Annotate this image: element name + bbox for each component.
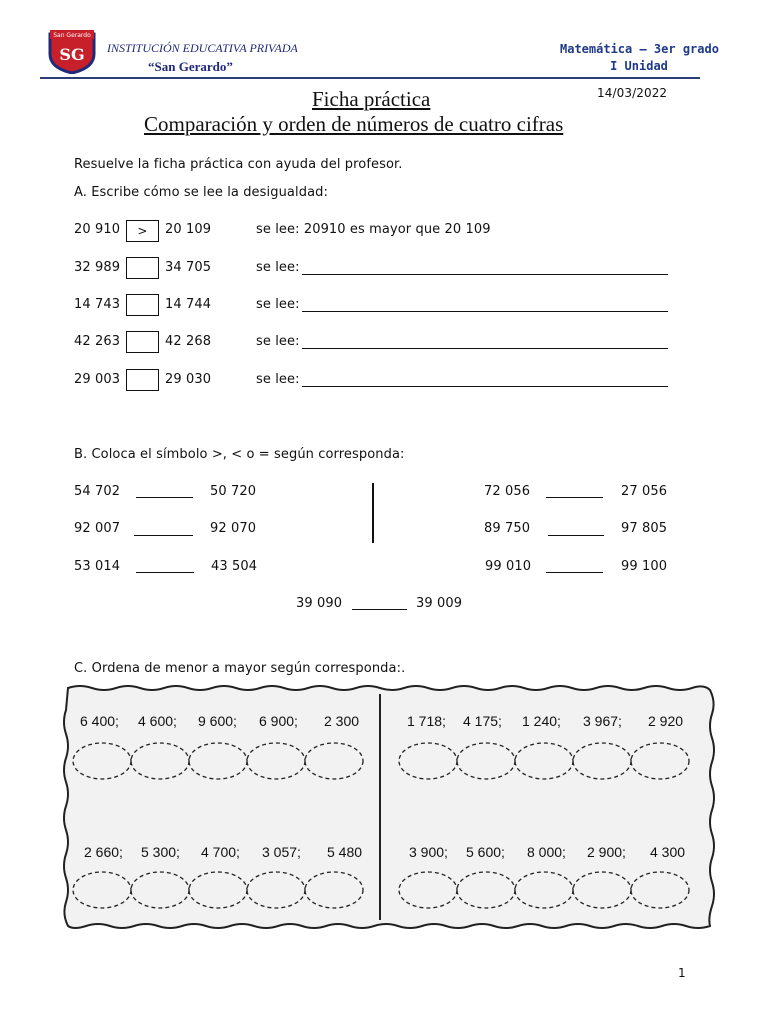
compare-center-a: 39 090: [296, 596, 343, 611]
number-item: 2 660;: [84, 844, 123, 860]
number-item: 4 700;: [201, 844, 240, 860]
number-item: 9 600;: [198, 713, 237, 729]
section-a-heading: A. Escribe cómo se lee la desigualdad:: [74, 185, 328, 200]
right-number: 20 109: [165, 222, 212, 237]
right-number: 42 268: [165, 334, 212, 349]
answer-oval[interactable]: [247, 743, 305, 779]
right-number: 29 030: [165, 372, 212, 387]
answer-oval[interactable]: [515, 743, 573, 779]
compare-center-b: 39 009: [416, 596, 463, 611]
page-number: 1: [678, 966, 686, 980]
answer-oval[interactable]: [457, 743, 515, 779]
number-item: 4 600;: [138, 713, 177, 729]
number-item: 6 900;: [259, 713, 298, 729]
number-item: 6 400;: [80, 713, 119, 729]
reading-text: se lee: 20910 es mayor que 20 109: [256, 222, 491, 237]
compare-right-b: 99 100: [621, 559, 668, 574]
number-item: 1 240;: [522, 713, 561, 729]
institution-name: INSTITUCIÓN EDUCATIVA PRIVADA: [107, 41, 298, 55]
title-line1: Ficha práctica: [312, 87, 431, 111]
answer-oval[interactable]: [399, 872, 457, 908]
compare-right-a: 72 056: [484, 484, 531, 499]
svg-text:SG: SG: [59, 45, 85, 64]
number-item: 2 900;: [587, 844, 626, 860]
answer-oval[interactable]: [305, 743, 363, 779]
answer-oval[interactable]: [305, 872, 363, 908]
left-number: 20 910: [74, 222, 121, 237]
number-item: 8 000;: [527, 844, 566, 860]
reading-label: se lee:: [256, 372, 300, 387]
compare-right-a: 89 750: [484, 521, 531, 536]
compare-left-b: 43 504: [211, 559, 258, 574]
number-item: 4 300: [650, 844, 686, 860]
left-number: 42 263: [74, 334, 121, 349]
answer-oval[interactable]: [247, 872, 305, 908]
compare-left-a: 53 014: [74, 559, 121, 574]
compare-left-b: 50 720: [210, 484, 257, 499]
number-item: 1 718;: [407, 713, 446, 729]
subject-grade: Matemática – 3er grado: [560, 42, 719, 56]
number-item: 5 480: [327, 844, 363, 860]
number-item: 3 967;: [583, 713, 622, 729]
date: 14/03/2022: [597, 86, 668, 100]
number-item: 5 600;: [466, 844, 505, 860]
reading-label: se lee:: [256, 334, 300, 349]
title-line2: Comparación y orden de números de cuatro cifras: [144, 112, 564, 136]
number-item: 2 920: [648, 713, 684, 729]
logo-text: San Gerardo: [53, 32, 91, 39]
compare-left-a: 92 007: [74, 521, 121, 536]
section-c-heading: C. Ordena de menor a mayor según corresponda:.: [74, 661, 406, 676]
answer-oval[interactable]: [399, 743, 457, 779]
left-number: 32 989: [74, 260, 121, 275]
answer-oval[interactable]: [515, 872, 573, 908]
section-b-heading: B. Coloca el símbolo >, < o = según corresponda:: [74, 447, 405, 462]
answer-oval[interactable]: [189, 872, 247, 908]
compare-right-a: 99 010: [485, 559, 532, 574]
compare-left-a: 54 702: [74, 484, 121, 499]
answer-oval[interactable]: [131, 872, 189, 908]
reading-label: se lee:: [256, 297, 300, 312]
school-name: “San Gerardo”: [148, 59, 233, 74]
number-item: 4 175;: [463, 713, 502, 729]
unit-label: I Unidad: [610, 59, 668, 73]
compare-left-b: 92 070: [210, 521, 257, 536]
number-item: 5 300;: [141, 844, 180, 860]
intro-text: Resuelve la ficha práctica con ayuda del profesor.: [74, 157, 403, 172]
answer-oval[interactable]: [573, 743, 631, 779]
answer-oval[interactable]: [189, 743, 247, 779]
right-number: 14 744: [165, 297, 212, 312]
answer-oval[interactable]: [73, 872, 131, 908]
right-number: 34 705: [165, 260, 212, 275]
answer-oval[interactable]: [131, 743, 189, 779]
compare-right-b: 97 805: [621, 521, 668, 536]
number-item: 3 057;: [262, 844, 301, 860]
answer-oval[interactable]: [631, 743, 689, 779]
answer-oval[interactable]: [73, 743, 131, 779]
symbol-box[interactable]: >: [126, 220, 159, 242]
reading-label: se lee:: [256, 260, 300, 275]
left-number: 14 743: [74, 297, 121, 312]
answer-oval[interactable]: [631, 872, 689, 908]
compare-right-b: 27 056: [621, 484, 668, 499]
number-item: 3 900;: [409, 844, 448, 860]
answer-oval[interactable]: [573, 872, 631, 908]
number-item: 2 300: [324, 713, 360, 729]
left-number: 29 003: [74, 372, 121, 387]
answer-oval[interactable]: [457, 872, 515, 908]
